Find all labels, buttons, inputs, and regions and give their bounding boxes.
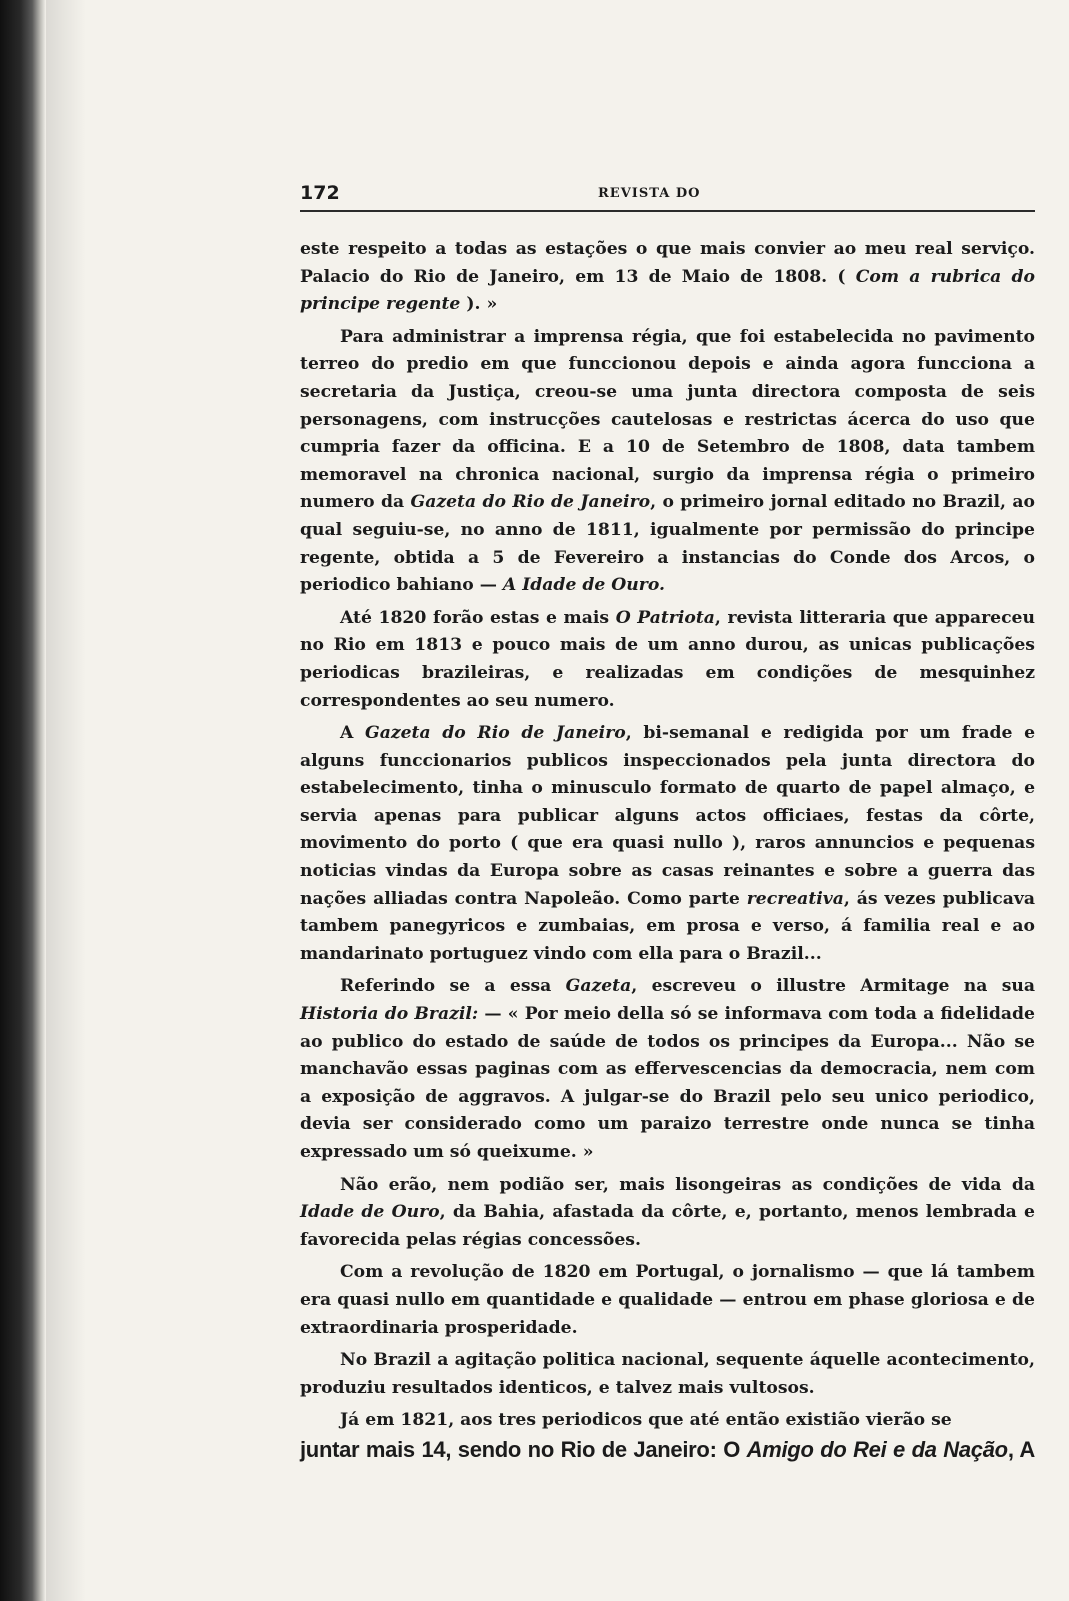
paragraph-9-continuation: juntar mais 14, sendo no Rio de Janeiro: O Amigo do Rei e da Nação, A — [300, 1436, 1036, 1462]
page-header — [300, 176, 1035, 212]
document-page — [300, 176, 1035, 1470]
paragraph-7: Com a revolução de 1820 em Portugal, o jornalismo — que lá tambem era quasi nullo em quantidade e qualidade — entrou em phase gloriosa e de extraordinaria prosperidade. — [300, 1262, 1035, 1338]
paragraph-3: Até 1820 forão estas e mais O Patriota, revista litteraria que appareceu no Rio em 1813 e pouco mais de um anno durou, as unicas publicações periodicas brazileiras, e realizadas em condições de mesquinhez correspondentes ao seu numero. — [300, 607, 1035, 711]
body-text — [300, 236, 1035, 1465]
book-binding-shadow — [0, 0, 46, 1601]
gutter-shadow — [46, 0, 86, 1601]
paragraph-9: Já em 1821, aos tres periodicos que até então existião vierão se — [340, 1410, 952, 1431]
page-number: 172 — [300, 182, 340, 204]
paragraph-8: No Brazil a agitação politica nacional, sequente áquelle acontecimento, produziu resultados identicos, e talvez mais vultosos. — [300, 1350, 1035, 1398]
paragraph-2: Para administrar a imprensa régia, que foi estabelecida no pavimento terreo do predio em que funccionou depois e ainda agora funcciona a secretaria da Justiça, creou-se uma junta directora composta de seis personagens, com instrucções cautelosas e restrictas ácerca do uso que cumpria fazer da officina. E a 10 de Setembro de 1808, data tambem memoravel na chronica nacional, surgio da imprensa régia o primeiro numero da Gazeta do Rio de Janeiro, o primeiro jornal editado no Brazil, ao qual seguiu-se, no anno de 1811, igualmente por permissão do principe regente, obtida a 5 de Fevereiro a instancias do Conde dos Arcos, o periodico bahiano — A Idade de Ouro. — [300, 326, 1035, 596]
paragraph-1: este respeito a todas as estações o que mais convier ao meu real serviço. Palacio do Rio de Janeiro, em 13 de Maio de 1808. ( Com a rubrica do principe regente ). » — [300, 239, 1036, 315]
paragraph-6: Não erão, nem podião ser, mais lisongeiras as condições de vida da Idade de Ouro, da Bahia, afastada da côrte, e, portanto, menos lembrada e favorecida pelas régias concessões. — [300, 1174, 1035, 1250]
paragraph-4: A Gazeta do Rio de Janeiro, bi-semanal e redigida por um frade e alguns funccionarios publicos inspeccionados pela junta directora do estabelecimento, tinha o minusculo formato de quarto de papel almaço, e servia apenas para publicar alguns actos officiaes, festas da côrte, movimento do porto ( que era quasi nullo ), raros annuncios e pequenas noticias vindas da Europa sobre as casas reinantes e sobre a guerra das nações alliadas contra Napoleão. Como parte recreativa, ás vezes publicava tambem panegyricos e zumbaias, em prosa e verso, á familia real e ao mandarinato portuguez vindo com ella para o Brazil... — [300, 723, 1036, 964]
running-head: REVISTA DO — [598, 186, 701, 201]
paragraph-5: Referindo se a essa Gazeta, escreveu o illustre Armitage na sua Historia do Brazil: — « Por meio della só se informava com toda a fidelidade ao publico do estado de saúde de todos os principes da Europa... Não se manchavão essas paginas com as effervescencias da democracia, nem com a exposição de aggravos. A julgar-se do Brazil pelo seu unico periodico, devia ser considerado como um paraizo terrestre onde nunca se tinha expressado um só queixume. » — [300, 976, 1035, 1162]
